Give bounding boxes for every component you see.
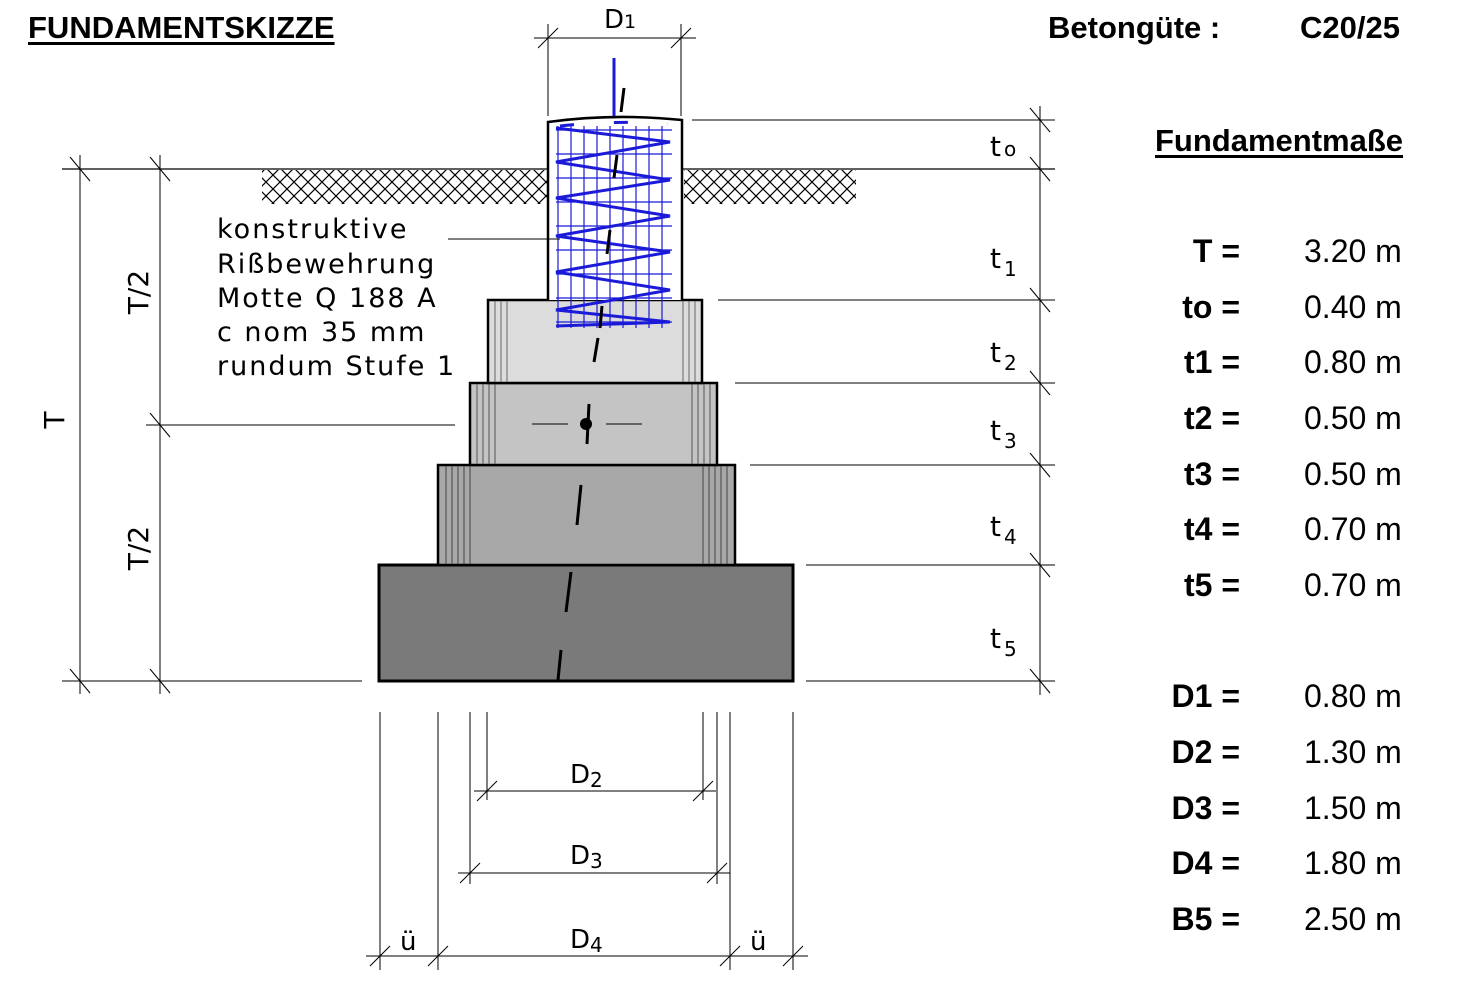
foundation-step-4 [438,465,735,565]
dim-value: 3.20 m [1304,233,1402,269]
foundation-step-2 [488,300,702,383]
sheet-title: FUNDAMENTSKIZZE [28,10,335,45]
dim-value: 0.80 m [1304,678,1402,714]
overhang-label-left: ü [400,927,417,957]
overhang-label-right: ü [750,927,767,957]
dim-value: 0.40 m [1304,289,1402,325]
annotation-line: rundum Stufe 1 [217,351,457,382]
dim-value: 2.50 m [1304,901,1402,937]
dim-value: 0.50 m [1304,456,1402,492]
depth-label-t5: t $_5$ [990,622,1017,661]
half-depth-label-upper: T/2 [122,269,155,315]
foundation-step-3 [470,383,717,465]
d3-label: D3 [570,841,603,873]
dim-value: 1.80 m [1304,845,1402,881]
concrete-grade-value: C20/25 [1300,10,1400,45]
concrete-grade-label: Betongüte : [1048,10,1221,45]
dim-label: to = [1182,289,1240,325]
annotation-line: c nom 35 mm [217,317,427,348]
annotation-line: konstruktive [217,214,409,245]
annotation-line: Motte Q 188 A [217,283,438,314]
dim-value: 0.70 m [1304,511,1402,547]
total-depth-label: T [38,411,71,429]
dim-label: D3 = [1171,790,1240,826]
depth-label-t0: t o [990,130,1017,163]
foundation-step-5 [379,565,793,681]
dim-label: B5 = [1171,901,1240,937]
dim-label: t3 = [1183,456,1240,492]
foundation-step-1-column [548,58,682,328]
depth-label-t3: t $_3$ [990,414,1017,453]
dim-value: 1.50 m [1304,790,1402,826]
dim-label: D4 = [1171,845,1240,881]
d2-label: D2 [570,760,603,792]
dim-label: t1 = [1183,344,1240,380]
depth-label-t4: t $_4$ [990,510,1017,549]
depth-label-t1: t $_1$ [990,242,1017,281]
dim-label: D1 = [1171,678,1240,714]
d1-label: D1 [604,5,637,35]
dim-value: 0.80 m [1304,344,1402,380]
annotation-line: Rißbewehrung [217,249,437,280]
d4-label: D4 [570,925,603,957]
dim-label: T = [1192,233,1240,269]
reinforcement-annotation [217,214,456,382]
dim-value: 0.50 m [1304,400,1402,436]
dimensions-title: Fundamentmaße [1155,123,1404,158]
dim-label: t2 = [1183,400,1240,436]
dim-label: t4 = [1183,511,1240,547]
dim-label: t5 = [1183,567,1240,603]
dim-label: D2 = [1171,734,1240,770]
dim-value: 0.70 m [1304,567,1402,603]
depth-label-t2: t $_2$ [990,336,1017,375]
dim-value: 1.30 m [1304,734,1402,770]
half-depth-label-lower: T/2 [122,525,155,571]
